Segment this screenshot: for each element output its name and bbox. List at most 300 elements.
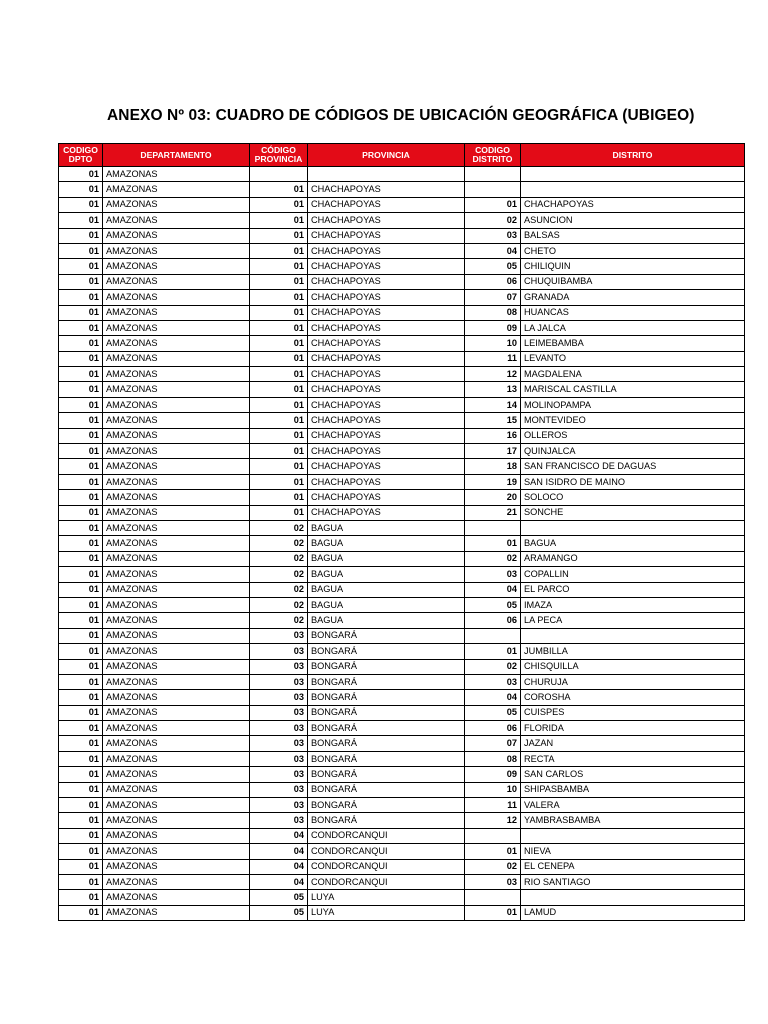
cell-cod-dpto: 01 [59, 674, 103, 689]
cell-cod-distrito: 06 [465, 274, 521, 289]
cell-cod-distrito: 19 [465, 474, 521, 489]
cell-cod-distrito: 05 [465, 705, 521, 720]
cell-provincia: CHACHAPOYAS [308, 243, 465, 258]
cell-distrito: SONCHE [521, 505, 745, 520]
cell-cod-distrito: 02 [465, 859, 521, 874]
cell-cod-dpto: 01 [59, 613, 103, 628]
cell-departamento: AMAZONAS [103, 890, 250, 905]
cell-departamento: AMAZONAS [103, 351, 250, 366]
cell-provincia: BAGUA [308, 536, 465, 551]
cell-cod-dpto: 01 [59, 828, 103, 843]
cell-cod-dpto: 01 [59, 444, 103, 459]
cell-cod-distrito: 09 [465, 320, 521, 335]
cell-cod-provincia: 03 [250, 705, 308, 720]
cell-cod-provincia: 01 [250, 397, 308, 412]
cell-distrito: MARISCAL CASTILLA [521, 382, 745, 397]
cell-cod-distrito: 07 [465, 290, 521, 305]
cell-provincia: CHACHAPOYAS [308, 459, 465, 474]
cell-cod-distrito: 05 [465, 259, 521, 274]
cell-distrito: QUINJALCA [521, 444, 745, 459]
cell-cod-dpto: 01 [59, 397, 103, 412]
cell-cod-distrito: 05 [465, 597, 521, 612]
cell-cod-distrito: 14 [465, 397, 521, 412]
cell-provincia: BONGARÁ [308, 644, 465, 659]
cell-cod-distrito: 01 [465, 844, 521, 859]
table-row [59, 367, 745, 382]
table-row [59, 798, 745, 813]
cell-distrito [521, 520, 745, 535]
cell-departamento: AMAZONAS [103, 859, 250, 874]
cell-cod-dpto: 01 [59, 367, 103, 382]
table-row [59, 259, 745, 274]
cell-cod-distrito: 12 [465, 813, 521, 828]
header-provincia: PROVINCIA [308, 144, 465, 167]
cell-cod-dpto: 01 [59, 536, 103, 551]
cell-provincia: CHACHAPOYAS [308, 274, 465, 289]
cell-provincia: BONGARÁ [308, 782, 465, 797]
cell-departamento: AMAZONAS [103, 751, 250, 766]
cell-cod-provincia: 01 [250, 228, 308, 243]
header-cod-dpto: CODIGO DPTO [59, 144, 103, 167]
cell-provincia: BONGARÁ [308, 767, 465, 782]
cell-cod-dpto: 01 [59, 305, 103, 320]
cell-departamento: AMAZONAS [103, 905, 250, 920]
cell-cod-dpto: 01 [59, 505, 103, 520]
header-cod-provincia: CÓDIGO PROVINCIA [250, 144, 308, 167]
cell-departamento: AMAZONAS [103, 674, 250, 689]
cell-departamento: AMAZONAS [103, 813, 250, 828]
cell-provincia: BONGARÁ [308, 798, 465, 813]
cell-departamento: AMAZONAS [103, 690, 250, 705]
cell-cod-provincia: 01 [250, 382, 308, 397]
cell-cod-provincia [250, 167, 308, 182]
cell-cod-distrito: 09 [465, 767, 521, 782]
cell-provincia: CHACHAPOYAS [308, 428, 465, 443]
cell-distrito: CHACHAPOYAS [521, 197, 745, 212]
cell-cod-provincia: 01 [250, 290, 308, 305]
table-row [59, 659, 745, 674]
cell-distrito: LEVANTO [521, 351, 745, 366]
cell-distrito: SAN CARLOS [521, 767, 745, 782]
cell-distrito: RIO SANTIAGO [521, 874, 745, 889]
header-cod-distrito: CODIGO DISTRITO [465, 144, 521, 167]
cell-cod-distrito: 03 [465, 874, 521, 889]
cell-cod-distrito: 12 [465, 367, 521, 382]
cell-distrito: SHIPASBAMBA [521, 782, 745, 797]
cell-departamento: AMAZONAS [103, 798, 250, 813]
cell-distrito: MONTEVIDEO [521, 413, 745, 428]
cell-departamento: AMAZONAS [103, 844, 250, 859]
cell-cod-distrito [465, 167, 521, 182]
cell-provincia: BONGARÁ [308, 628, 465, 643]
cell-provincia: CHACHAPOYAS [308, 397, 465, 412]
cell-provincia: CHACHAPOYAS [308, 259, 465, 274]
cell-departamento: AMAZONAS [103, 474, 250, 489]
cell-departamento: AMAZONAS [103, 228, 250, 243]
table-row [59, 890, 745, 905]
table-row [59, 305, 745, 320]
cell-provincia: BAGUA [308, 597, 465, 612]
table-row [59, 813, 745, 828]
cell-cod-provincia: 01 [250, 444, 308, 459]
cell-cod-dpto: 01 [59, 182, 103, 197]
cell-provincia: CHACHAPOYAS [308, 320, 465, 335]
cell-departamento: AMAZONAS [103, 290, 250, 305]
cell-distrito [521, 890, 745, 905]
cell-cod-dpto: 01 [59, 243, 103, 258]
cell-departamento: AMAZONAS [103, 828, 250, 843]
cell-departamento: AMAZONAS [103, 243, 250, 258]
cell-distrito: MAGDALENA [521, 367, 745, 382]
cell-departamento: AMAZONAS [103, 336, 250, 351]
cell-cod-provincia: 02 [250, 582, 308, 597]
cell-cod-dpto: 01 [59, 474, 103, 489]
table-row [59, 536, 745, 551]
cell-cod-dpto: 01 [59, 520, 103, 535]
table-row [59, 320, 745, 335]
table-row [59, 705, 745, 720]
cell-cod-provincia: 04 [250, 828, 308, 843]
cell-provincia: CHACHAPOYAS [308, 197, 465, 212]
cell-cod-provincia: 01 [250, 490, 308, 505]
cell-provincia: BONGARÁ [308, 736, 465, 751]
cell-cod-dpto: 01 [59, 690, 103, 705]
cell-provincia: CHACHAPOYAS [308, 505, 465, 520]
table-row [59, 428, 745, 443]
cell-cod-dpto: 01 [59, 428, 103, 443]
table-row [59, 859, 745, 874]
cell-cod-provincia: 03 [250, 690, 308, 705]
cell-departamento: AMAZONAS [103, 597, 250, 612]
cell-departamento: AMAZONAS [103, 459, 250, 474]
table-row [59, 290, 745, 305]
table-row [59, 721, 745, 736]
cell-cod-dpto: 01 [59, 213, 103, 228]
cell-cod-distrito: 16 [465, 428, 521, 443]
cell-cod-dpto: 01 [59, 644, 103, 659]
cell-cod-provincia: 01 [250, 197, 308, 212]
cell-departamento: AMAZONAS [103, 182, 250, 197]
cell-cod-distrito [465, 182, 521, 197]
cell-distrito: LA PECA [521, 613, 745, 628]
cell-cod-provincia: 02 [250, 520, 308, 535]
cell-cod-provincia: 01 [250, 413, 308, 428]
cell-distrito [521, 628, 745, 643]
cell-cod-distrito: 01 [465, 905, 521, 920]
cell-distrito: CHUQUIBAMBA [521, 274, 745, 289]
cell-cod-provincia: 05 [250, 905, 308, 920]
cell-cod-dpto: 01 [59, 551, 103, 566]
cell-departamento: AMAZONAS [103, 428, 250, 443]
cell-cod-dpto: 01 [59, 751, 103, 766]
table-row [59, 767, 745, 782]
header-distrito: DISTRITO [521, 144, 745, 167]
cell-distrito: COPALLIN [521, 567, 745, 582]
cell-cod-dpto: 01 [59, 382, 103, 397]
cell-departamento: AMAZONAS [103, 505, 250, 520]
cell-distrito: OLLEROS [521, 428, 745, 443]
table-row [59, 644, 745, 659]
cell-distrito: CHURUJA [521, 674, 745, 689]
table-row [59, 736, 745, 751]
cell-cod-provincia: 03 [250, 721, 308, 736]
cell-distrito: BALSAS [521, 228, 745, 243]
cell-cod-provincia: 03 [250, 736, 308, 751]
cell-cod-provincia: 01 [250, 367, 308, 382]
cell-distrito: LAMUD [521, 905, 745, 920]
cell-cod-distrito: 03 [465, 567, 521, 582]
cell-cod-distrito: 04 [465, 243, 521, 258]
table-row [59, 844, 745, 859]
cell-cod-provincia: 01 [250, 213, 308, 228]
cell-distrito: HUANCAS [521, 305, 745, 320]
cell-departamento: AMAZONAS [103, 736, 250, 751]
cell-provincia: CHACHAPOYAS [308, 444, 465, 459]
cell-provincia: CHACHAPOYAS [308, 213, 465, 228]
cell-distrito: LEIMEBAMBA [521, 336, 745, 351]
cell-provincia: LUYA [308, 905, 465, 920]
cell-cod-provincia: 01 [250, 243, 308, 258]
cell-cod-dpto: 01 [59, 567, 103, 582]
cell-cod-provincia: 03 [250, 644, 308, 659]
cell-departamento: AMAZONAS [103, 367, 250, 382]
cell-cod-distrito [465, 890, 521, 905]
table-row [59, 167, 745, 182]
cell-departamento: AMAZONAS [103, 551, 250, 566]
cell-provincia: CHACHAPOYAS [308, 474, 465, 489]
cell-distrito: EL CENEPA [521, 859, 745, 874]
cell-cod-provincia: 01 [250, 305, 308, 320]
cell-cod-provincia: 02 [250, 613, 308, 628]
cell-cod-distrito: 06 [465, 613, 521, 628]
cell-cod-dpto: 01 [59, 628, 103, 643]
cell-distrito: CUISPES [521, 705, 745, 720]
table-row [59, 613, 745, 628]
cell-cod-distrito: 13 [465, 382, 521, 397]
cell-departamento: AMAZONAS [103, 397, 250, 412]
cell-cod-dpto: 01 [59, 459, 103, 474]
cell-cod-dpto: 01 [59, 798, 103, 813]
cell-cod-distrito: 02 [465, 213, 521, 228]
cell-departamento: AMAZONAS [103, 259, 250, 274]
cell-cod-provincia: 02 [250, 536, 308, 551]
cell-cod-dpto: 01 [59, 859, 103, 874]
cell-provincia: BONGARÁ [308, 705, 465, 720]
cell-provincia: CHACHAPOYAS [308, 182, 465, 197]
cell-cod-distrito: 15 [465, 413, 521, 428]
cell-distrito: IMAZA [521, 597, 745, 612]
table-row [59, 690, 745, 705]
cell-distrito: ARAMANGO [521, 551, 745, 566]
cell-provincia: BONGARÁ [308, 690, 465, 705]
cell-provincia: CONDORCANQUI [308, 844, 465, 859]
cell-cod-distrito [465, 828, 521, 843]
table-row [59, 490, 745, 505]
cell-cod-provincia: 04 [250, 859, 308, 874]
cell-cod-provincia: 01 [250, 459, 308, 474]
cell-cod-dpto: 01 [59, 767, 103, 782]
cell-cod-distrito: 08 [465, 751, 521, 766]
cell-cod-distrito: 01 [465, 197, 521, 212]
cell-provincia: CHACHAPOYAS [308, 382, 465, 397]
table-row [59, 336, 745, 351]
cell-provincia: CHACHAPOYAS [308, 367, 465, 382]
cell-cod-dpto: 01 [59, 320, 103, 335]
cell-distrito [521, 167, 745, 182]
table-row [59, 551, 745, 566]
cell-provincia: BONGARÁ [308, 674, 465, 689]
cell-cod-distrito: 08 [465, 305, 521, 320]
table-row [59, 213, 745, 228]
cell-cod-provincia: 01 [250, 336, 308, 351]
cell-cod-dpto: 01 [59, 490, 103, 505]
cell-departamento: AMAZONAS [103, 721, 250, 736]
cell-cod-distrito: 04 [465, 690, 521, 705]
cell-cod-provincia: 01 [250, 320, 308, 335]
cell-cod-provincia: 02 [250, 567, 308, 582]
cell-distrito: COROSHA [521, 690, 745, 705]
cell-departamento: AMAZONAS [103, 613, 250, 628]
cell-cod-provincia: 04 [250, 874, 308, 889]
cell-provincia: BAGUA [308, 613, 465, 628]
table-header-row [59, 144, 745, 167]
cell-cod-provincia: 05 [250, 890, 308, 905]
cell-departamento: AMAZONAS [103, 874, 250, 889]
cell-cod-dpto: 01 [59, 890, 103, 905]
cell-departamento: AMAZONAS [103, 520, 250, 535]
cell-cod-provincia: 03 [250, 798, 308, 813]
cell-departamento: AMAZONAS [103, 274, 250, 289]
cell-cod-provincia: 01 [250, 505, 308, 520]
table-row [59, 828, 745, 843]
cell-cod-distrito: 03 [465, 674, 521, 689]
cell-cod-distrito: 11 [465, 351, 521, 366]
cell-departamento: AMAZONAS [103, 767, 250, 782]
cell-cod-dpto: 01 [59, 782, 103, 797]
cell-cod-dpto: 01 [59, 167, 103, 182]
cell-cod-dpto: 01 [59, 336, 103, 351]
cell-cod-dpto: 01 [59, 813, 103, 828]
cell-distrito: RECTA [521, 751, 745, 766]
cell-distrito: CHISQUILLA [521, 659, 745, 674]
cell-cod-dpto: 01 [59, 659, 103, 674]
cell-provincia: CHACHAPOYAS [308, 305, 465, 320]
cell-distrito: SAN FRANCISCO DE DAGUAS [521, 459, 745, 474]
cell-cod-distrito: 10 [465, 782, 521, 797]
ubigeo-table [58, 143, 745, 921]
cell-distrito: JAZAN [521, 736, 745, 751]
cell-cod-provincia: 01 [250, 351, 308, 366]
cell-cod-distrito [465, 520, 521, 535]
cell-cod-distrito: 02 [465, 551, 521, 566]
cell-cod-provincia: 04 [250, 844, 308, 859]
cell-distrito: GRANADA [521, 290, 745, 305]
cell-departamento: AMAZONAS [103, 413, 250, 428]
cell-cod-distrito: 06 [465, 721, 521, 736]
cell-cod-distrito: 17 [465, 444, 521, 459]
cell-distrito: LA JALCA [521, 320, 745, 335]
cell-departamento: AMAZONAS [103, 213, 250, 228]
page-title: ANEXO Nº 03: CUADRO DE CÓDIGOS DE UBICACIÓN GEOGRÁFICA (UBIGEO) [107, 107, 695, 124]
cell-cod-distrito: 11 [465, 798, 521, 813]
cell-departamento: AMAZONAS [103, 782, 250, 797]
cell-cod-provincia: 03 [250, 628, 308, 643]
cell-provincia: CONDORCANQUI [308, 874, 465, 889]
cell-departamento: AMAZONAS [103, 628, 250, 643]
cell-provincia: CONDORCANQUI [308, 859, 465, 874]
cell-cod-provincia: 01 [250, 259, 308, 274]
cell-distrito: FLORIDA [521, 721, 745, 736]
cell-cod-distrito: 01 [465, 644, 521, 659]
table-row [59, 382, 745, 397]
cell-cod-distrito: 21 [465, 505, 521, 520]
cell-departamento: AMAZONAS [103, 705, 250, 720]
cell-cod-provincia: 03 [250, 813, 308, 828]
cell-departamento: AMAZONAS [103, 197, 250, 212]
table-row [59, 413, 745, 428]
table-row [59, 597, 745, 612]
cell-provincia: CHACHAPOYAS [308, 290, 465, 305]
cell-cod-dpto: 01 [59, 844, 103, 859]
table-row [59, 782, 745, 797]
cell-provincia: BONGARÁ [308, 751, 465, 766]
cell-provincia [308, 167, 465, 182]
table-row [59, 628, 745, 643]
cell-distrito: NIEVA [521, 844, 745, 859]
table-row [59, 182, 745, 197]
table-row [59, 567, 745, 582]
cell-provincia: CHACHAPOYAS [308, 351, 465, 366]
cell-cod-distrito: 01 [465, 536, 521, 551]
cell-cod-dpto: 01 [59, 874, 103, 889]
cell-distrito: ASUNCION [521, 213, 745, 228]
cell-distrito: EL PARCO [521, 582, 745, 597]
table-row [59, 397, 745, 412]
cell-cod-distrito: 20 [465, 490, 521, 505]
table-row [59, 905, 745, 920]
table-body [59, 167, 745, 921]
cell-cod-dpto: 01 [59, 413, 103, 428]
table-row [59, 444, 745, 459]
cell-distrito [521, 182, 745, 197]
cell-provincia: CHACHAPOYAS [308, 228, 465, 243]
cell-departamento: AMAZONAS [103, 382, 250, 397]
table-row [59, 228, 745, 243]
cell-provincia: CHACHAPOYAS [308, 490, 465, 505]
table-row [59, 351, 745, 366]
table-row [59, 459, 745, 474]
cell-departamento: AMAZONAS [103, 582, 250, 597]
cell-cod-provincia: 02 [250, 597, 308, 612]
cell-cod-dpto: 01 [59, 582, 103, 597]
cell-departamento: AMAZONAS [103, 167, 250, 182]
cell-cod-provincia: 03 [250, 659, 308, 674]
cell-distrito: BAGUA [521, 536, 745, 551]
cell-departamento: AMAZONAS [103, 644, 250, 659]
cell-provincia: BONGARÁ [308, 813, 465, 828]
cell-provincia: CHACHAPOYAS [308, 336, 465, 351]
cell-cod-distrito [465, 628, 521, 643]
cell-distrito: MOLINOPAMPA [521, 397, 745, 412]
cell-cod-dpto: 01 [59, 736, 103, 751]
cell-distrito: CHILIQUIN [521, 259, 745, 274]
cell-cod-distrito: 04 [465, 582, 521, 597]
cell-provincia: CHACHAPOYAS [308, 413, 465, 428]
cell-cod-distrito: 18 [465, 459, 521, 474]
cell-cod-dpto: 01 [59, 228, 103, 243]
cell-departamento: AMAZONAS [103, 659, 250, 674]
cell-departamento: AMAZONAS [103, 320, 250, 335]
